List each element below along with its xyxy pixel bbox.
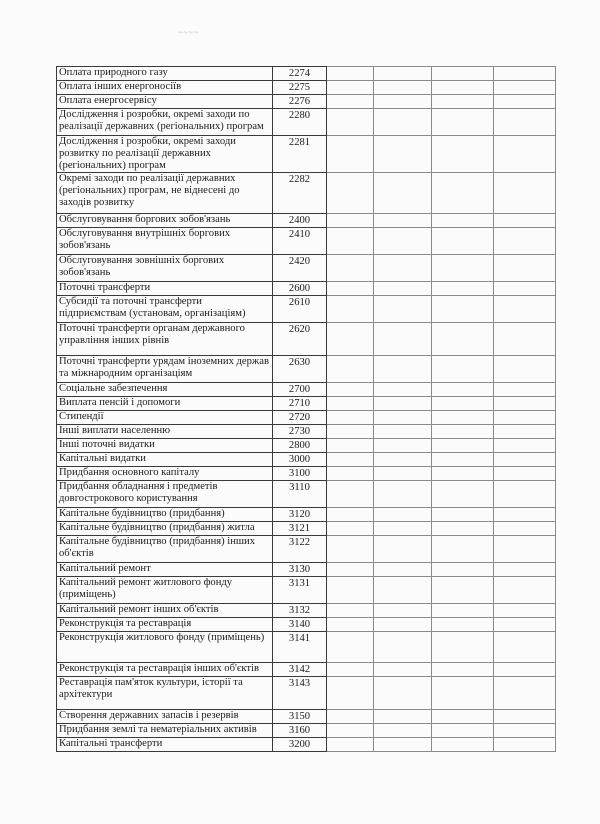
expense-name-cell: Поточні трансферти органам державного управління інших рівнів <box>57 323 273 356</box>
empty-value-cell <box>432 323 494 356</box>
code-cell: 2630 <box>273 356 327 383</box>
table-row <box>57 663 556 677</box>
empty-value-cell <box>374 397 432 411</box>
empty-value-cell <box>494 397 556 411</box>
code-cell: 2800 <box>273 439 327 453</box>
empty-value-cell <box>494 282 556 296</box>
table-body <box>57 67 556 752</box>
empty-value-cell <box>432 136 494 173</box>
empty-value-cell <box>432 536 494 563</box>
empty-value-cell <box>374 439 432 453</box>
expense-name-cell: Капітальний ремонт <box>57 563 273 577</box>
empty-value-cell <box>374 255 432 282</box>
empty-value-cell <box>327 95 374 109</box>
scan-corner-mark: ~~~~ <box>178 28 200 37</box>
empty-value-cell <box>494 255 556 282</box>
empty-value-cell <box>494 81 556 95</box>
code-cell: 2710 <box>273 397 327 411</box>
expense-name-cell: Створення державних запасів і резервів <box>57 710 273 724</box>
code-cell: 2410 <box>273 228 327 255</box>
empty-value-cell <box>374 563 432 577</box>
table-row <box>57 214 556 228</box>
empty-value-cell <box>327 710 374 724</box>
expense-name-cell: Обслуговування боргових зобов'язань <box>57 214 273 228</box>
empty-value-cell <box>327 67 374 81</box>
empty-value-cell <box>432 425 494 439</box>
empty-value-cell <box>494 453 556 467</box>
empty-value-cell <box>494 95 556 109</box>
empty-value-cell <box>432 282 494 296</box>
empty-value-cell <box>432 618 494 632</box>
empty-value-cell <box>494 439 556 453</box>
empty-value-cell <box>494 738 556 752</box>
code-cell: 3131 <box>273 577 327 604</box>
empty-value-cell <box>494 481 556 508</box>
empty-value-cell <box>432 81 494 95</box>
code-cell: 3150 <box>273 710 327 724</box>
expense-name-cell: Капітальний ремонт житлового фонду (приміщень) <box>57 577 273 604</box>
empty-value-cell <box>432 453 494 467</box>
empty-value-cell <box>327 173 374 214</box>
empty-value-cell <box>432 214 494 228</box>
empty-value-cell <box>432 439 494 453</box>
code-cell: 3200 <box>273 738 327 752</box>
empty-value-cell <box>432 663 494 677</box>
code-cell: 2600 <box>273 282 327 296</box>
empty-value-cell <box>494 214 556 228</box>
empty-value-cell <box>327 577 374 604</box>
expense-name-cell: Соціальне забезпечення <box>57 383 273 397</box>
empty-value-cell <box>374 296 432 323</box>
expense-name-cell: Інші виплати населенню <box>57 425 273 439</box>
code-cell: 2620 <box>273 323 327 356</box>
table-row <box>57 296 556 323</box>
expense-name-cell: Реконструкція та реставрація <box>57 618 273 632</box>
empty-value-cell <box>374 356 432 383</box>
empty-value-cell <box>494 677 556 710</box>
table-row <box>57 618 556 632</box>
empty-value-cell <box>374 95 432 109</box>
empty-value-cell <box>494 425 556 439</box>
expense-name-cell: Поточні трансферти урядам іноземних держав та міжнародним організаціям <box>57 356 273 383</box>
empty-value-cell <box>432 632 494 663</box>
empty-value-cell <box>494 710 556 724</box>
empty-value-cell <box>494 522 556 536</box>
empty-value-cell <box>374 724 432 738</box>
expense-name-cell: Оплата енергосервісу <box>57 95 273 109</box>
empty-value-cell <box>374 136 432 173</box>
empty-value-cell <box>494 136 556 173</box>
expense-name-cell: Придбання основного капіталу <box>57 467 273 481</box>
empty-value-cell <box>374 710 432 724</box>
empty-value-cell <box>327 425 374 439</box>
code-cell: 3143 <box>273 677 327 710</box>
empty-value-cell <box>374 81 432 95</box>
empty-value-cell <box>327 323 374 356</box>
table-row <box>57 411 556 425</box>
table-row <box>57 397 556 411</box>
table-row <box>57 710 556 724</box>
empty-value-cell <box>432 95 494 109</box>
expense-name-cell: Дослідження і розробки, окремі заходи по реалізації державних (регіональних) програм <box>57 109 273 136</box>
table-row <box>57 228 556 255</box>
table-row <box>57 67 556 81</box>
table-row <box>57 677 556 710</box>
code-cell: 3000 <box>273 453 327 467</box>
empty-value-cell <box>432 173 494 214</box>
empty-value-cell <box>432 724 494 738</box>
empty-value-cell <box>327 453 374 467</box>
empty-value-cell <box>327 604 374 618</box>
empty-value-cell <box>327 522 374 536</box>
empty-value-cell <box>374 383 432 397</box>
expense-name-cell: Обслуговування зовнішніх боргових зобов'язань <box>57 255 273 282</box>
expense-name-cell: Обслуговування внутрішніх боргових зобов'язань <box>57 228 273 255</box>
expense-name-cell: Капітальне будівництво (придбання) житла <box>57 522 273 536</box>
table-row <box>57 724 556 738</box>
empty-value-cell <box>327 536 374 563</box>
empty-value-cell <box>432 67 494 81</box>
code-cell: 2420 <box>273 255 327 282</box>
empty-value-cell <box>494 508 556 522</box>
empty-value-cell <box>327 481 374 508</box>
code-cell: 3142 <box>273 663 327 677</box>
expense-name-cell: Капітальне будівництво (придбання) інших об'єктів <box>57 536 273 563</box>
table-row <box>57 604 556 618</box>
budget-codes-table <box>56 66 556 752</box>
expense-name-cell: Субсидії та поточні трансферти підприємствам (установам, організаціям) <box>57 296 273 323</box>
empty-value-cell <box>327 677 374 710</box>
table-row <box>57 522 556 536</box>
empty-value-cell <box>374 677 432 710</box>
expense-name-cell: Придбання землі та нематеріальних активів <box>57 724 273 738</box>
code-cell: 2610 <box>273 296 327 323</box>
code-cell: 2281 <box>273 136 327 173</box>
empty-value-cell <box>327 383 374 397</box>
code-cell: 2700 <box>273 383 327 397</box>
expense-name-cell: Капітальні видатки <box>57 453 273 467</box>
empty-value-cell <box>327 508 374 522</box>
expense-name-cell: Стипендії <box>57 411 273 425</box>
empty-value-cell <box>432 710 494 724</box>
table-row <box>57 425 556 439</box>
empty-value-cell <box>327 618 374 632</box>
table-row <box>57 467 556 481</box>
table-row <box>57 383 556 397</box>
empty-value-cell <box>432 563 494 577</box>
expense-name-cell: Окремі заходи по реалізації державних (регіональних) програм, не віднесені до заходів розвитку <box>57 173 273 214</box>
code-cell: 2282 <box>273 173 327 214</box>
code-cell: 3130 <box>273 563 327 577</box>
empty-value-cell <box>432 383 494 397</box>
table-row <box>57 439 556 453</box>
empty-value-cell <box>327 632 374 663</box>
expense-name-cell: Капітальні трансферти <box>57 738 273 752</box>
empty-value-cell <box>374 481 432 508</box>
empty-value-cell <box>374 508 432 522</box>
code-cell: 3110 <box>273 481 327 508</box>
empty-value-cell <box>432 481 494 508</box>
empty-value-cell <box>494 724 556 738</box>
empty-value-cell <box>374 577 432 604</box>
empty-value-cell <box>494 577 556 604</box>
empty-value-cell <box>327 228 374 255</box>
empty-value-cell <box>374 467 432 481</box>
empty-value-cell <box>327 109 374 136</box>
table-row <box>57 508 556 522</box>
empty-value-cell <box>494 632 556 663</box>
empty-value-cell <box>374 214 432 228</box>
empty-value-cell <box>327 663 374 677</box>
expense-name-cell: Виплата пенсій і допомоги <box>57 397 273 411</box>
empty-value-cell <box>432 738 494 752</box>
empty-value-cell <box>494 323 556 356</box>
empty-value-cell <box>494 618 556 632</box>
code-cell: 2280 <box>273 109 327 136</box>
table-row <box>57 536 556 563</box>
empty-value-cell <box>494 109 556 136</box>
empty-value-cell <box>432 228 494 255</box>
empty-value-cell <box>432 411 494 425</box>
table-row <box>57 481 556 508</box>
empty-value-cell <box>432 677 494 710</box>
table-row <box>57 109 556 136</box>
expense-name-cell: Інші поточні видатки <box>57 439 273 453</box>
empty-value-cell <box>432 109 494 136</box>
empty-value-cell <box>432 356 494 383</box>
code-cell: 2730 <box>273 425 327 439</box>
empty-value-cell <box>327 255 374 282</box>
empty-value-cell <box>494 356 556 383</box>
empty-value-cell <box>327 356 374 383</box>
code-cell: 3160 <box>273 724 327 738</box>
empty-value-cell <box>374 228 432 255</box>
code-cell: 2400 <box>273 214 327 228</box>
table-row <box>57 95 556 109</box>
empty-value-cell <box>432 397 494 411</box>
empty-value-cell <box>432 577 494 604</box>
empty-value-cell <box>374 173 432 214</box>
empty-value-cell <box>494 467 556 481</box>
empty-value-cell <box>374 632 432 663</box>
code-cell: 3140 <box>273 618 327 632</box>
empty-value-cell <box>494 604 556 618</box>
empty-value-cell <box>432 255 494 282</box>
code-cell: 3121 <box>273 522 327 536</box>
empty-value-cell <box>327 81 374 95</box>
expense-name-cell: Реконструкція та реставрація інших об'єктів <box>57 663 273 677</box>
table-row <box>57 356 556 383</box>
code-cell: 2276 <box>273 95 327 109</box>
table-row <box>57 323 556 356</box>
table-row <box>57 173 556 214</box>
expense-name-cell: Дослідження і розробки, окремі заходи розвитку по реалізації державних (регіональних) програм <box>57 136 273 173</box>
expense-name-cell: Капітальне будівництво (придбання) <box>57 508 273 522</box>
empty-value-cell <box>327 282 374 296</box>
empty-value-cell <box>327 296 374 323</box>
table-row <box>57 577 556 604</box>
empty-value-cell <box>494 173 556 214</box>
table-row <box>57 255 556 282</box>
empty-value-cell <box>374 663 432 677</box>
expense-name-cell: Поточні трансферти <box>57 282 273 296</box>
empty-value-cell <box>374 67 432 81</box>
empty-value-cell <box>494 536 556 563</box>
empty-value-cell <box>327 738 374 752</box>
empty-value-cell <box>432 522 494 536</box>
table-row <box>57 632 556 663</box>
table-row <box>57 453 556 467</box>
empty-value-cell <box>494 296 556 323</box>
empty-value-cell <box>494 383 556 397</box>
code-cell: 3141 <box>273 632 327 663</box>
empty-value-cell <box>432 508 494 522</box>
empty-value-cell <box>327 439 374 453</box>
empty-value-cell <box>374 411 432 425</box>
expense-name-cell: Реконструкція житлового фонду (приміщень) <box>57 632 273 663</box>
empty-value-cell <box>374 536 432 563</box>
code-cell: 2274 <box>273 67 327 81</box>
code-cell: 3100 <box>273 467 327 481</box>
empty-value-cell <box>327 136 374 173</box>
table-row <box>57 738 556 752</box>
table-row <box>57 282 556 296</box>
empty-value-cell <box>432 467 494 481</box>
empty-value-cell <box>432 296 494 323</box>
empty-value-cell <box>374 522 432 536</box>
empty-value-cell <box>327 467 374 481</box>
empty-value-cell <box>494 67 556 81</box>
expense-name-cell: Капітальний ремонт інших об'єктів <box>57 604 273 618</box>
code-cell: 3132 <box>273 604 327 618</box>
expense-name-cell: Придбання обладнання і предметів довгострокового користування <box>57 481 273 508</box>
code-cell: 2275 <box>273 81 327 95</box>
empty-value-cell <box>374 282 432 296</box>
empty-value-cell <box>374 618 432 632</box>
code-cell: 3122 <box>273 536 327 563</box>
code-cell: 2720 <box>273 411 327 425</box>
table-row <box>57 136 556 173</box>
code-cell: 3120 <box>273 508 327 522</box>
empty-value-cell <box>374 109 432 136</box>
empty-value-cell <box>327 563 374 577</box>
empty-value-cell <box>494 563 556 577</box>
empty-value-cell <box>494 228 556 255</box>
expense-name-cell: Оплата природного газу <box>57 67 273 81</box>
empty-value-cell <box>327 397 374 411</box>
expense-name-cell: Реставрація пам'яток культури, історії та архітектури <box>57 677 273 710</box>
empty-value-cell <box>432 604 494 618</box>
table-row <box>57 563 556 577</box>
empty-value-cell <box>374 323 432 356</box>
empty-value-cell <box>327 411 374 425</box>
empty-value-cell <box>327 214 374 228</box>
empty-value-cell <box>374 453 432 467</box>
expense-name-cell: Оплата інших енергоносіїв <box>57 81 273 95</box>
empty-value-cell <box>494 663 556 677</box>
empty-value-cell <box>327 724 374 738</box>
empty-value-cell <box>374 425 432 439</box>
empty-value-cell <box>374 604 432 618</box>
table-row <box>57 81 556 95</box>
empty-value-cell <box>374 738 432 752</box>
empty-value-cell <box>494 411 556 425</box>
